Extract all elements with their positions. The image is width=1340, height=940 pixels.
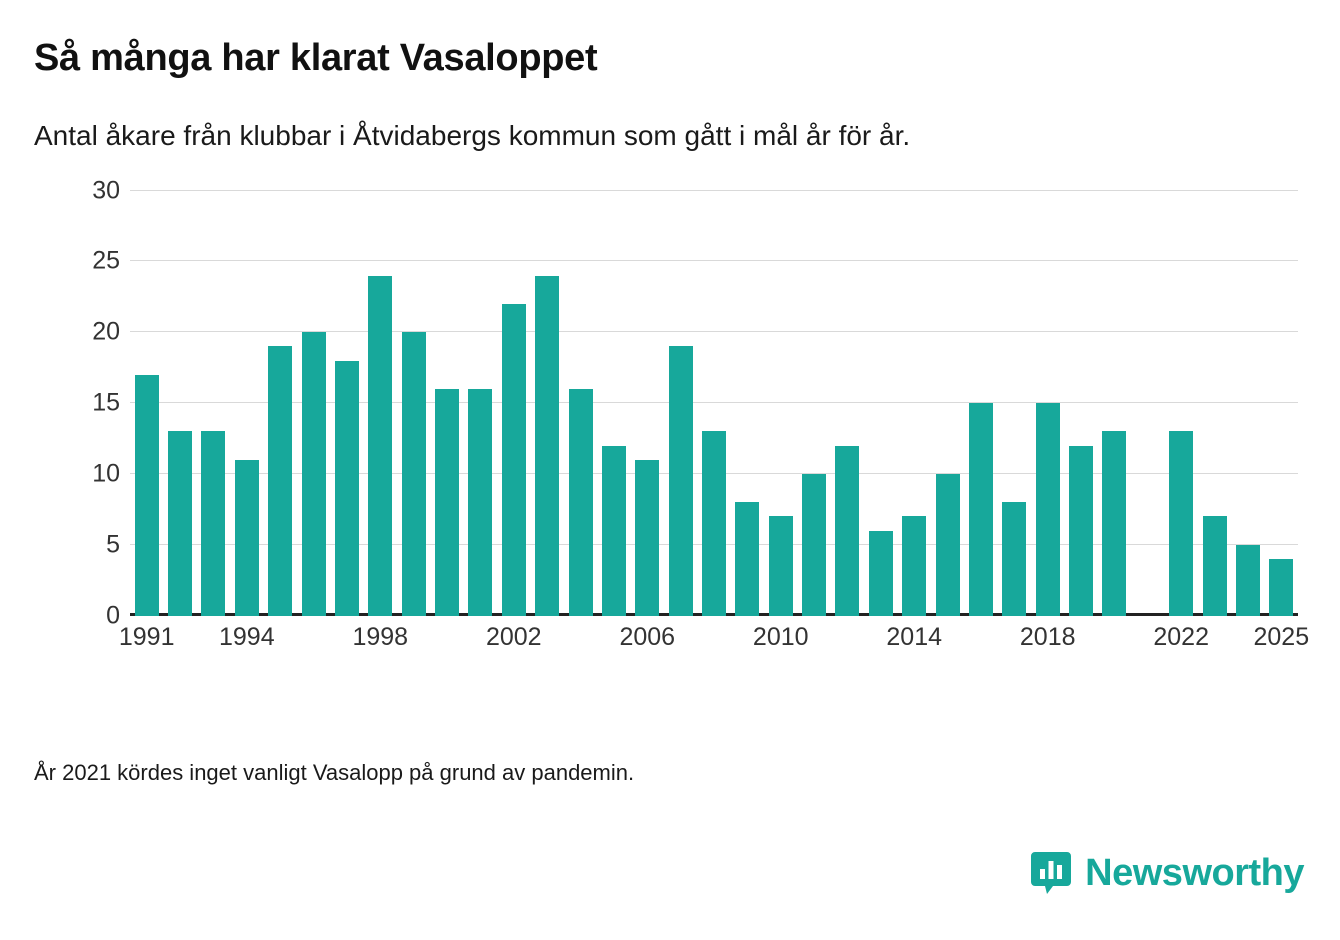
bar-chart-pin-icon	[1029, 850, 1073, 896]
bar	[769, 516, 793, 615]
x-axis-labels	[118, 622, 1310, 663]
bar	[402, 332, 426, 615]
bar	[368, 276, 392, 616]
bar	[1036, 403, 1060, 616]
x-axis-tick-label: 1994	[218, 622, 275, 651]
bar	[835, 446, 859, 616]
bar	[669, 346, 693, 615]
bar	[902, 516, 926, 615]
bar	[1102, 431, 1126, 615]
y-axis-tick-label: 0	[106, 601, 120, 630]
bar	[702, 431, 726, 615]
bar	[1002, 502, 1026, 615]
bar	[201, 431, 225, 615]
y-axis-tick-label: 30	[92, 176, 120, 205]
bar	[1269, 559, 1293, 616]
bar	[135, 375, 159, 616]
x-axis-tick-label: 2002	[485, 622, 542, 651]
bar	[936, 474, 960, 616]
bar	[802, 474, 826, 616]
y-axis-tick-label: 5	[106, 530, 120, 559]
bar	[302, 332, 326, 615]
y-axis-tick-label: 20	[92, 317, 120, 346]
newsworthy-logo	[1029, 850, 1304, 896]
y-axis-tick-label: 10	[92, 459, 120, 488]
bar-chart	[34, 176, 1310, 669]
bar	[869, 531, 893, 616]
x-axis-tick-label: 1998	[352, 622, 409, 651]
bar	[468, 389, 492, 616]
bar	[1069, 446, 1093, 616]
x-axis-tick-label: 2010	[752, 622, 809, 651]
x-axis-tick-label: 2018	[1019, 622, 1076, 651]
bar	[268, 346, 292, 615]
bar	[602, 446, 626, 616]
y-axis-tick-label: 25	[92, 246, 120, 275]
x-axis-tick-label: 2025	[1253, 622, 1310, 651]
chart-subtitle: Antal åkare från klubbar i Åtvidabergs kommun som gått i mål år för år.	[34, 119, 911, 151]
bar	[335, 361, 359, 616]
bar	[635, 460, 659, 616]
bar	[569, 389, 593, 616]
x-axis-tick-label: 1991	[118, 622, 175, 651]
bar	[969, 403, 993, 616]
bar-series	[130, 191, 1298, 616]
plot-area	[130, 191, 1298, 616]
bar	[502, 304, 526, 616]
bar	[1169, 431, 1193, 615]
x-axis-tick-label: 2006	[619, 622, 676, 651]
bar	[235, 460, 259, 616]
x-axis-tick-label: 2022	[1153, 622, 1209, 651]
x-axis-tick-label: 2014	[886, 622, 943, 651]
bar	[168, 431, 192, 615]
bar	[435, 389, 459, 616]
bar	[535, 276, 559, 616]
bar	[735, 502, 759, 615]
y-axis-tick-label: 15	[92, 388, 120, 417]
bar	[1236, 545, 1260, 616]
chart-footnote: År 2021 kördes inget vanligt Vasalopp på grund av pandemin.	[34, 760, 635, 785]
y-axis-labels	[34, 176, 120, 630]
brand-name: Newsworthy	[1085, 851, 1304, 894]
bar	[1203, 516, 1227, 615]
page-title: Så många har klarat Vasaloppet	[34, 37, 598, 79]
